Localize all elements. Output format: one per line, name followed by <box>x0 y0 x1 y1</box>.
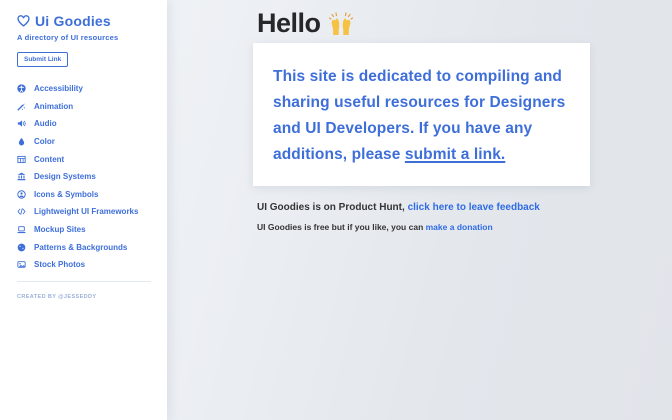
sidebar-item-label: Stock Photos <box>34 260 86 270</box>
submit-link-button[interactable]: Submit Link <box>17 52 68 67</box>
page-title: Hello <box>257 8 321 38</box>
sidebar-divider <box>17 281 151 282</box>
sidebar-item-label: Lightweight UI Frameworks <box>34 207 139 217</box>
submit-a-link-link[interactable]: submit a link. <box>404 146 506 163</box>
donation-text: UI Goodies is free but if you like, you can <box>257 222 426 232</box>
sidebar-item-design-systems[interactable] <box>17 168 151 186</box>
sidebar-item-animation[interactable] <box>17 98 151 116</box>
site-subtitle: A directory of UI resources <box>17 33 119 42</box>
code-brackets-icon <box>17 207 26 216</box>
audio-speaker-icon <box>17 119 26 128</box>
sidebar-item-label: Icons & Symbols <box>34 189 99 199</box>
main-content <box>253 0 590 232</box>
photo-icon <box>17 260 26 269</box>
icons-symbols-user-icon <box>17 190 26 199</box>
sidebar-item-label: Mockup Sites <box>34 225 86 235</box>
intro-card <box>253 43 590 186</box>
donation-line <box>257 222 590 232</box>
sidebar-item-label: Content <box>34 154 65 164</box>
patterns-circle-icon <box>17 243 26 252</box>
donation-link[interactable]: make a donation <box>425 222 493 232</box>
sidebar-item-stock-photos[interactable] <box>17 256 151 274</box>
brand-link[interactable] <box>17 13 151 29</box>
sidebar-nav <box>17 80 151 274</box>
sidebar-item-audio[interactable] <box>17 115 151 133</box>
laptop-icon <box>17 225 26 234</box>
sidebar-item-patterns-backgrounds[interactable] <box>17 238 151 256</box>
sidebar-item-label: Animation <box>34 101 74 111</box>
raising-hands-emoji <box>329 10 353 36</box>
sidebar-item-label: Audio <box>34 119 57 129</box>
sidebar-item-accessibility[interactable] <box>17 80 151 98</box>
sidebar <box>0 0 167 420</box>
animation-wand-icon <box>17 102 26 111</box>
color-droplet-icon <box>17 137 26 146</box>
sidebar-item-mockup-sites[interactable] <box>17 221 151 239</box>
sidebar-item-color[interactable] <box>17 133 151 151</box>
sidebar-item-content[interactable] <box>17 150 151 168</box>
page-heading-row <box>257 9 590 38</box>
intro-text-body: This site is dedicated to compiling and sharing useful resources for Designers and UI Developers. If you have any additions, please <box>273 68 566 163</box>
sidebar-item-label: Accessibility <box>34 84 83 94</box>
sidebar-item-lightweight-ui-frameworks[interactable] <box>17 203 151 221</box>
sidebar-item-label: Patterns & Backgrounds <box>34 242 128 252</box>
heart-icon <box>17 15 30 27</box>
created-by-credit[interactable]: CREATED BY @JESSEDDY <box>17 293 97 300</box>
producthunt-line <box>257 202 590 213</box>
accessibility-icon <box>17 84 26 93</box>
sidebar-item-label: Design Systems <box>34 172 96 182</box>
intro-text <box>273 64 570 168</box>
sidebar-item-icons-symbols[interactable] <box>17 186 151 204</box>
feedback-link[interactable]: click here to leave feedback <box>407 202 540 213</box>
content-table-icon <box>17 155 26 164</box>
site-title: Ui Goodies <box>35 13 111 29</box>
design-systems-building-icon <box>17 172 26 181</box>
producthunt-text: UI Goodies is on Product Hunt, <box>257 202 408 213</box>
sidebar-item-label: Color <box>34 137 55 147</box>
